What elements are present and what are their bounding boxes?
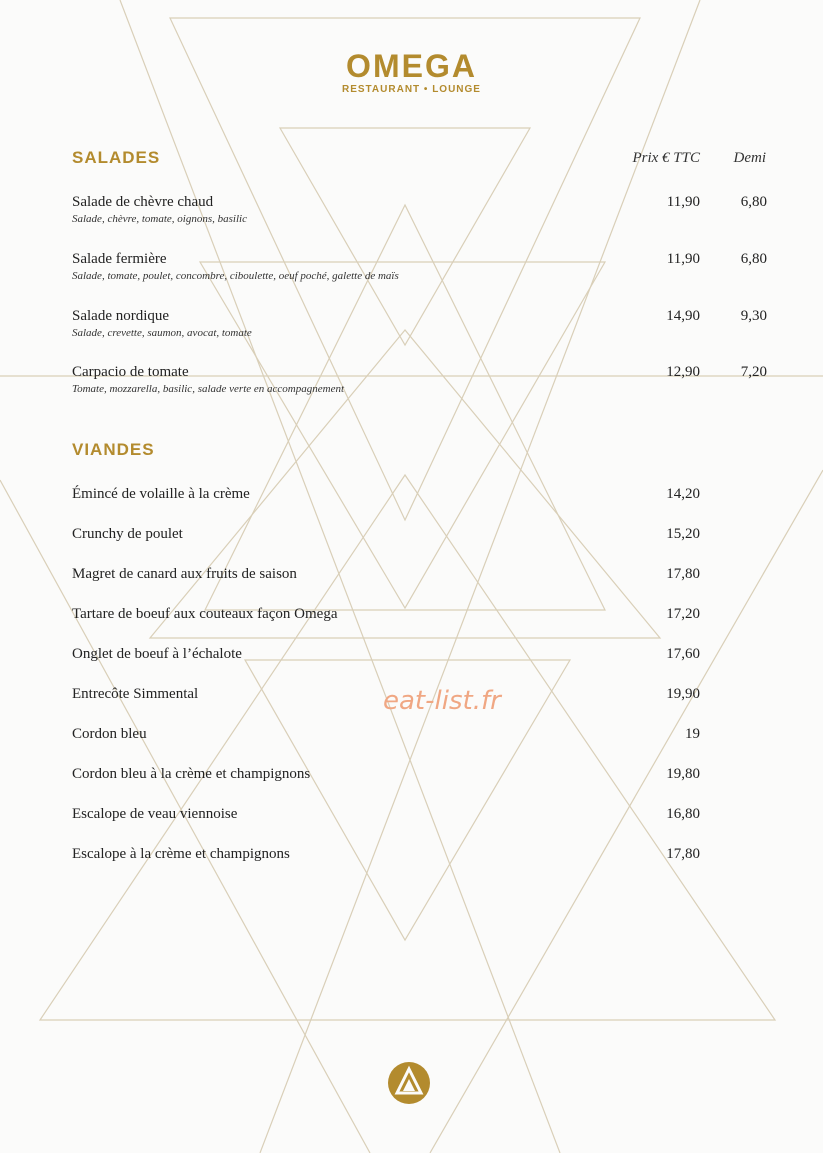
menu-item-name: Magret de canard aux fruits de saison [72, 566, 297, 582]
menu-item-description: Salade, chèvre, tomate, oignons, basilic [72, 213, 247, 225]
menu-item-name: Crunchy de poulet [72, 526, 183, 542]
menu-item-price: 17,80 [666, 566, 700, 582]
menu-item-half-price: 9,30 [740, 308, 767, 324]
menu-item-price: 14,20 [666, 486, 700, 502]
menu-item-name: Salade nordique [72, 308, 170, 324]
menu-item-name: Salade de chèvre chaud [72, 194, 214, 210]
menu-item-description: Salade, crevette, saumon, avocat, tomate [72, 327, 252, 339]
menu-item-name: Escalope à la crème et champignons [72, 846, 290, 862]
menu-item-price: 11,90 [666, 251, 700, 267]
section-title-viandes: VIANDES [72, 440, 155, 459]
column-header-price: Prix € TTC [632, 150, 700, 166]
menu-item-price: 19,80 [666, 766, 700, 782]
menu-item-price: 15,20 [666, 526, 700, 542]
omega-emblem-icon [386, 1060, 432, 1106]
section-title-salades: SALADES [72, 148, 161, 167]
menu-item-price: 17,80 [666, 846, 700, 862]
menu-item-price: 16,80 [666, 806, 700, 822]
menu-item-name: Cordon bleu [72, 726, 147, 742]
menu-item-price: 17,60 [666, 646, 700, 662]
menu-item-price: 19 [685, 726, 700, 742]
menu-item-name: Cordon bleu à la crème et champignons [72, 766, 311, 782]
column-header-half: Demi [733, 150, 766, 166]
menu-item-price: 14,90 [666, 308, 700, 324]
menu-item-price: 11,90 [666, 194, 700, 210]
menu-item-description: Tomate, mozzarella, basilic, salade verte en accompagnement [72, 383, 345, 395]
menu-item-half-price: 6,80 [740, 194, 767, 210]
menu-item-price: 12,90 [666, 364, 700, 380]
brand-tagline: RESTAURANT • LOUNGE [342, 84, 481, 95]
menu-item-name: Onglet de boeuf à l’échalote [72, 646, 242, 662]
menu-item-half-price: 6,80 [740, 251, 767, 267]
menu-item-name: Escalope de veau viennoise [72, 806, 238, 822]
menu-item-name: Émincé de volaille à la crème [72, 486, 250, 502]
menu-item-description: Salade, tomate, poulet, concombre, ciboulette, oeuf poché, galette de maïs [72, 270, 399, 282]
menu-item-name: Carpacio de tomate [72, 364, 189, 380]
menu-item-name: Tartare de boeuf aux couteaux façon Omega [72, 606, 338, 622]
watermark: eat-list.fr [383, 686, 501, 716]
menu-item-price: 19,90 [666, 686, 700, 702]
menu-item-price: 17,20 [666, 606, 700, 622]
menu-item-name: Entrecôte Simmental [72, 686, 199, 702]
menu-item-half-price: 7,20 [740, 364, 767, 380]
menu-item-name: Salade fermière [72, 251, 167, 267]
brand-logo: OMEGA [346, 48, 477, 84]
